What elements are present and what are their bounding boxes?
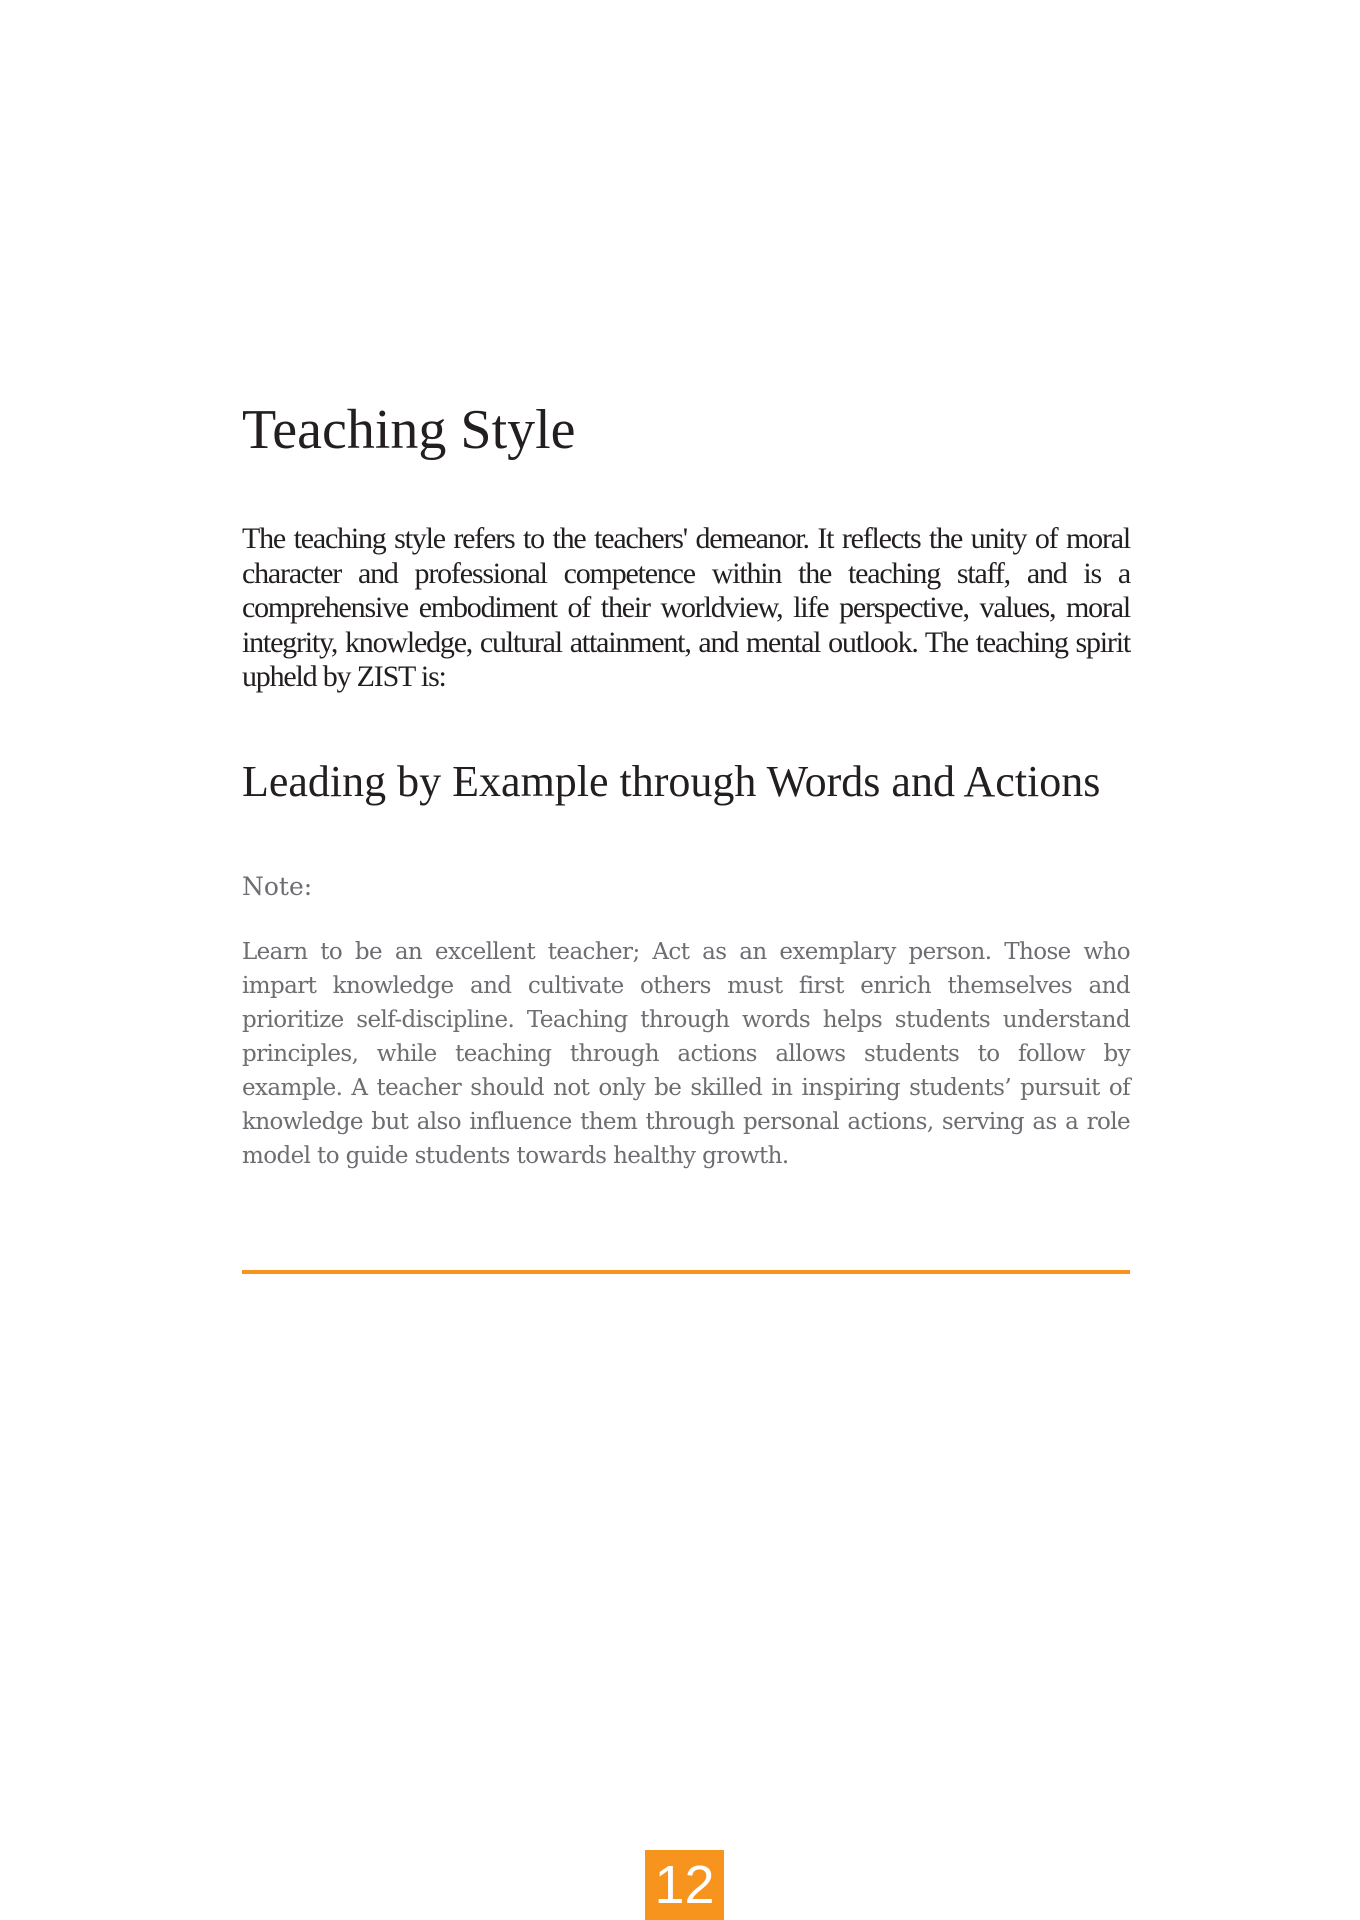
orange-divider — [242, 1270, 1130, 1274]
page-title: Teaching Style — [242, 399, 576, 461]
note-label: Note: — [242, 872, 313, 901]
note-paragraph: Learn to be an excellent teacher; Act as an exemplary person. Those who impart knowledge and cultivate others must first enrich themselves and prioritize self-discipline. Teaching through words helps students understand principles, while teaching through actions allows students to follow by example. A teacher should not only be skilled in inspiring students’ pursuit of knowledge but also influence them through personal actions, serving as a role model to guide students towards healthy growth. — [242, 939, 1130, 1169]
section-subtitle: Leading by Example through Words and Actions — [242, 757, 1101, 806]
intro-paragraph: The teaching style refers to the teachers' demeanor. It reflects the unity of moral character and professional competence within the teaching staff, and is a comprehensive embodiment of their worldview, life perspective, values, moral integrity, knowledge, cultural attainment, and mental outlook. The teaching spirit upheld by ZIST is: — [242, 522, 1130, 693]
page-number-badge: 12 — [645, 1850, 724, 1920]
